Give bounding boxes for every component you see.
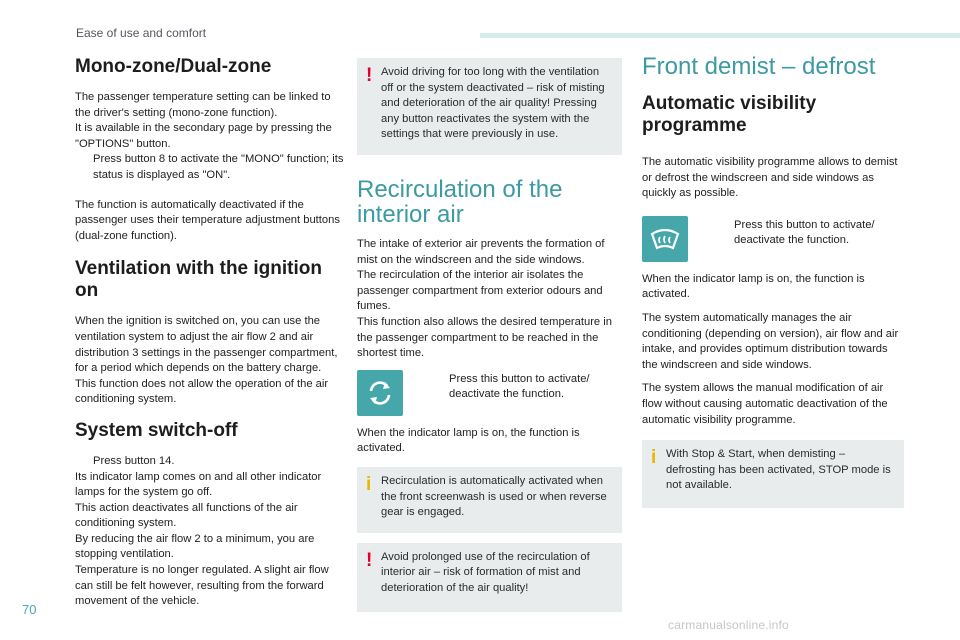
warning-text-ventilation: Avoid driving for too long with the ventilation off or the system deactivated – risk of misting and deterioration of the air quality! Pressing any button reactivates the system with the settings that were previously in use. bbox=[381, 66, 605, 141]
off-para-4: By reducing the air flow 2 to a minimum, you are stopping ventilation. bbox=[75, 532, 315, 561]
switch-off-title: System switch-off bbox=[75, 419, 238, 441]
mono-para-4: The function is automatically deactivated if the passenger uses their temperature adjustment buttons (dual-zone function). bbox=[75, 198, 340, 242]
section-header: Ease of use and comfort bbox=[76, 26, 207, 40]
header-rule bbox=[480, 33, 960, 38]
column-middle bbox=[357, 58, 622, 612]
auto-visibility-title-line2: programme bbox=[642, 115, 747, 136]
auto-para-4: The system allows the manual modification of air flow without causing automatic deactivation of the automatic visibility programme. bbox=[642, 382, 888, 426]
warning-icon: ! bbox=[366, 549, 373, 571]
off-para-1-text: Press button 14. bbox=[93, 454, 175, 467]
warning-text-recirculation: Avoid prolonged use of the recirculation of interior air – risk of formation of mist and deterioration of the air quality! bbox=[381, 550, 590, 594]
info-icon: i bbox=[366, 473, 372, 495]
info-text-recirculation: Recirculation is automatically activated when the front screenwash is used or when reverse gear is engaged. bbox=[381, 474, 607, 519]
recirc-para-1: The intake of exterior air prevents the formation of mist on the windscreen and the side windows. bbox=[357, 237, 605, 266]
auto-visibility-title-line1: Automatic visibility bbox=[642, 93, 817, 114]
page-number: 70 bbox=[22, 602, 37, 617]
recirc-button-text bbox=[433, 370, 622, 403]
mono-para-3-text: Press button 8 to activate the "MONO" function; its status is displayed as "ON". bbox=[93, 153, 344, 181]
mono-para-3 bbox=[75, 152, 345, 183]
watermark: carmanualsonline.info bbox=[668, 618, 789, 632]
ventilation-title: Ventilation with the ignition on bbox=[75, 258, 322, 302]
off-para-2: Its indicator lamp comes on and all other indicator lamps for the system go off. bbox=[75, 470, 322, 499]
recirculation-button-row bbox=[357, 370, 622, 416]
vent-para-1: When the ignition is switched on, you can use the ventilation system to adjust the air flow 2 and air distribution 3 settings in the passenger compartment, for a period which depends on the battery charge. bbox=[75, 315, 338, 375]
demist-button-text bbox=[718, 216, 904, 249]
recirc-para-2: The recirculation of the interior air isolates the passenger compartment from exterior odours and fumes. bbox=[357, 269, 603, 313]
column-right bbox=[642, 54, 904, 508]
mono-para-1: The passenger temperature setting can be linked to the driver's setting (mono-zone function). bbox=[75, 91, 331, 119]
warning-icon: ! bbox=[366, 65, 373, 86]
auto-para-3: The system automatically manages the air conditioning (depending on version), air flow and air intake, and provides optimum distribution towards the windscreen and side windows. bbox=[642, 311, 899, 371]
auto-visibility-title bbox=[642, 93, 904, 137]
recirculation-icon bbox=[357, 370, 403, 416]
off-para-3: This action deactivates all functions of the air conditioning system. bbox=[75, 501, 298, 530]
recirc-para-4: When the indicator lamp is on, the function is activated. bbox=[357, 426, 580, 455]
recirculation-title-line2: interior air bbox=[357, 200, 464, 228]
recirculation-title-line1: Recirculation of the bbox=[357, 175, 563, 203]
mono-para-2: It is available in the secondary page by pressing the "OPTIONS" button. bbox=[75, 122, 332, 150]
column-left bbox=[75, 54, 345, 610]
front-demist-title: Front demist – defrost bbox=[642, 53, 876, 80]
warning-box-recirculation bbox=[357, 543, 622, 613]
demist-button-row bbox=[642, 216, 904, 262]
off-para-1 bbox=[75, 454, 345, 470]
info-box-stop-start bbox=[642, 440, 904, 508]
warning-box-ventilation bbox=[357, 58, 622, 155]
mono-zone-title: Mono-zone/Dual-zone bbox=[75, 56, 272, 77]
recirc-button-label: Press this button to activate/ deactivate the function. bbox=[449, 372, 590, 401]
windscreen-demist-icon bbox=[642, 216, 688, 262]
auto-para-1: The automatic visibility programme allows to demist or defrost the windscreen and side windows as quickly as possible. bbox=[642, 156, 898, 200]
off-para-5: Temperature is no longer regulated. A slight air flow can still be felt however, resulting from the forward movement of the vehicle. bbox=[75, 564, 329, 608]
info-box-recirculation bbox=[357, 467, 622, 533]
recirc-para-3: This function also allows the desired temperature in the passenger compartment to be reached in the shortest time. bbox=[357, 315, 612, 360]
info-icon: i bbox=[651, 447, 657, 469]
vent-para-2: This function does not allow the operation of the air conditioning system. bbox=[75, 377, 329, 406]
demist-button-label: Press this button to activate/ deactivate the function. bbox=[734, 218, 875, 247]
auto-para-2: When the indicator lamp is on, the function is activated. bbox=[642, 272, 865, 301]
info-text-stop-start: With Stop & Start, when demisting – defrosting has been activated, STOP mode is not available. bbox=[666, 448, 891, 492]
recirculation-title bbox=[357, 177, 622, 227]
